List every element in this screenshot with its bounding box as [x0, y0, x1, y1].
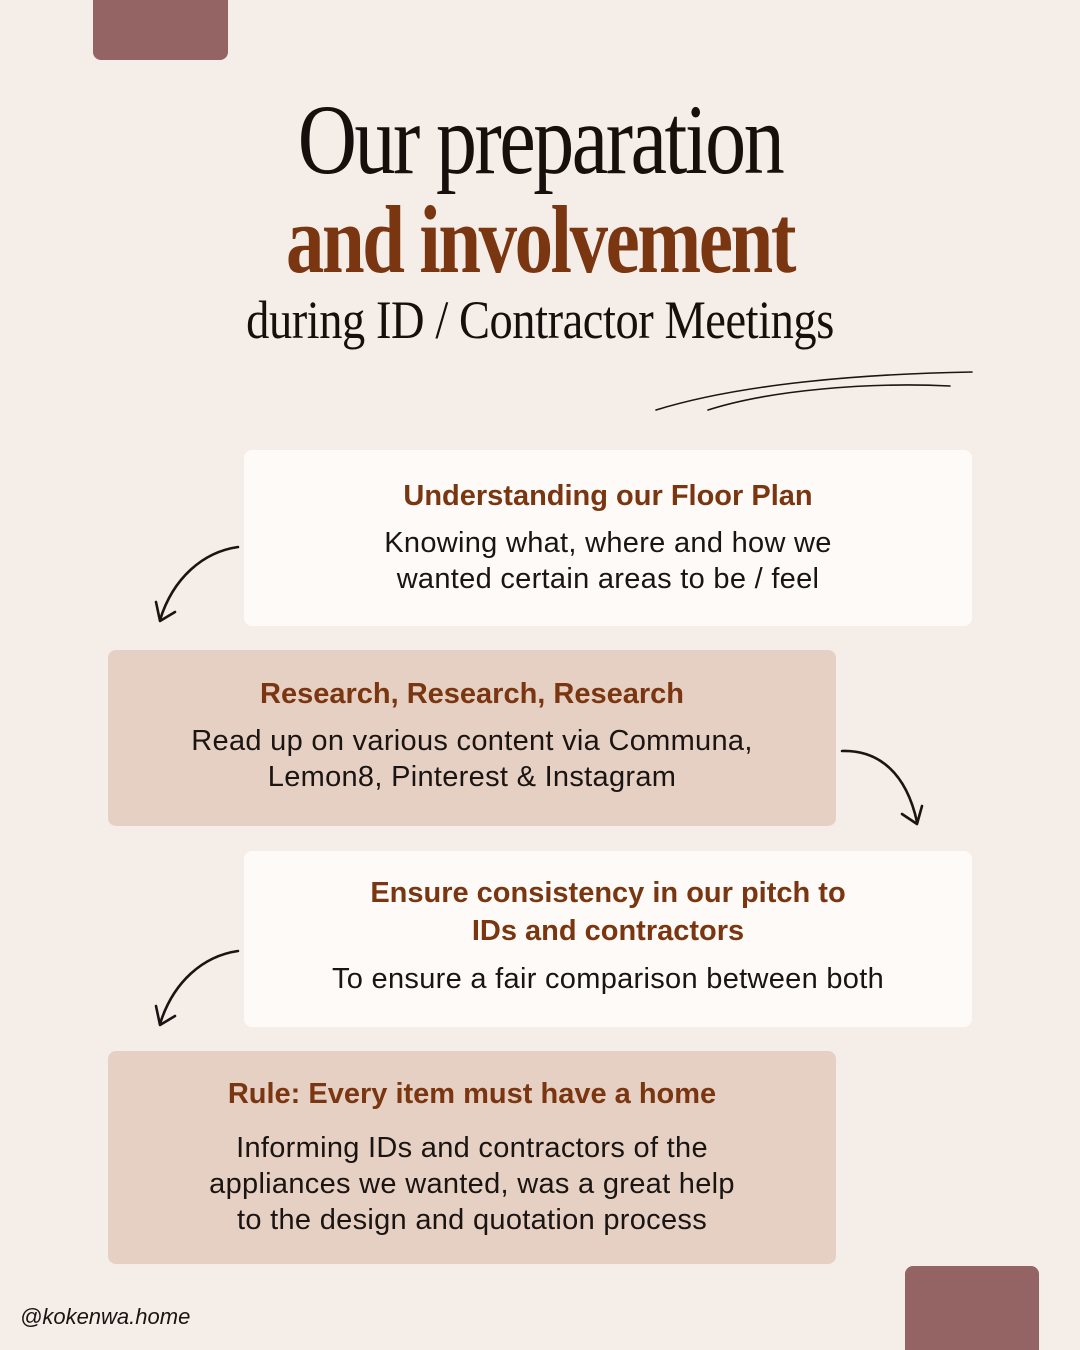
step-body-line: appliances we wanted, was a great help: [209, 1168, 735, 1200]
step-body-line: Knowing what, where and how we: [384, 527, 832, 559]
decorative-block-bottom: [905, 1266, 1039, 1350]
curved-arrow-down-left-icon: [148, 540, 248, 630]
step-card-rule: [108, 1051, 836, 1264]
title-line-1: Our preparation: [297, 84, 783, 195]
decorative-block-top: [93, 0, 228, 60]
step-card-floor-plan: [244, 450, 972, 626]
step-body-line: Lemon8, Pinterest & Instagram: [267, 761, 677, 793]
curved-arrow-down-right-icon: [838, 742, 938, 834]
subtitle: during ID / Contractor Meetings: [246, 290, 834, 350]
step-body-line: wanted certain areas to be / feel: [396, 563, 820, 595]
step-card-research: [108, 650, 836, 826]
step-title-line: IDs and contractors: [471, 915, 745, 947]
step-title: Rule: Every item must have a home: [227, 1078, 717, 1110]
step-body-line: Read up on various content via Communa,: [191, 725, 753, 757]
account-handle: @kokenwa.home: [20, 1304, 191, 1329]
swoosh-decoration: [650, 366, 980, 416]
title-block: [0, 84, 1080, 350]
step-title-line: Ensure consistency in our pitch to: [370, 877, 846, 909]
step-title: Understanding our Floor Plan: [403, 480, 813, 512]
step-card-consistency: [244, 851, 972, 1027]
step-title: Research, Research, Research: [260, 678, 684, 710]
curved-arrow-down-left-icon: [148, 944, 248, 1034]
step-body-line: Informing IDs and contractors of the: [236, 1132, 708, 1164]
step-body-line: to the design and quotation process: [237, 1204, 707, 1236]
step-body-line: To ensure a fair comparison between both: [331, 963, 885, 995]
title-line-2: and involvement: [285, 186, 795, 293]
